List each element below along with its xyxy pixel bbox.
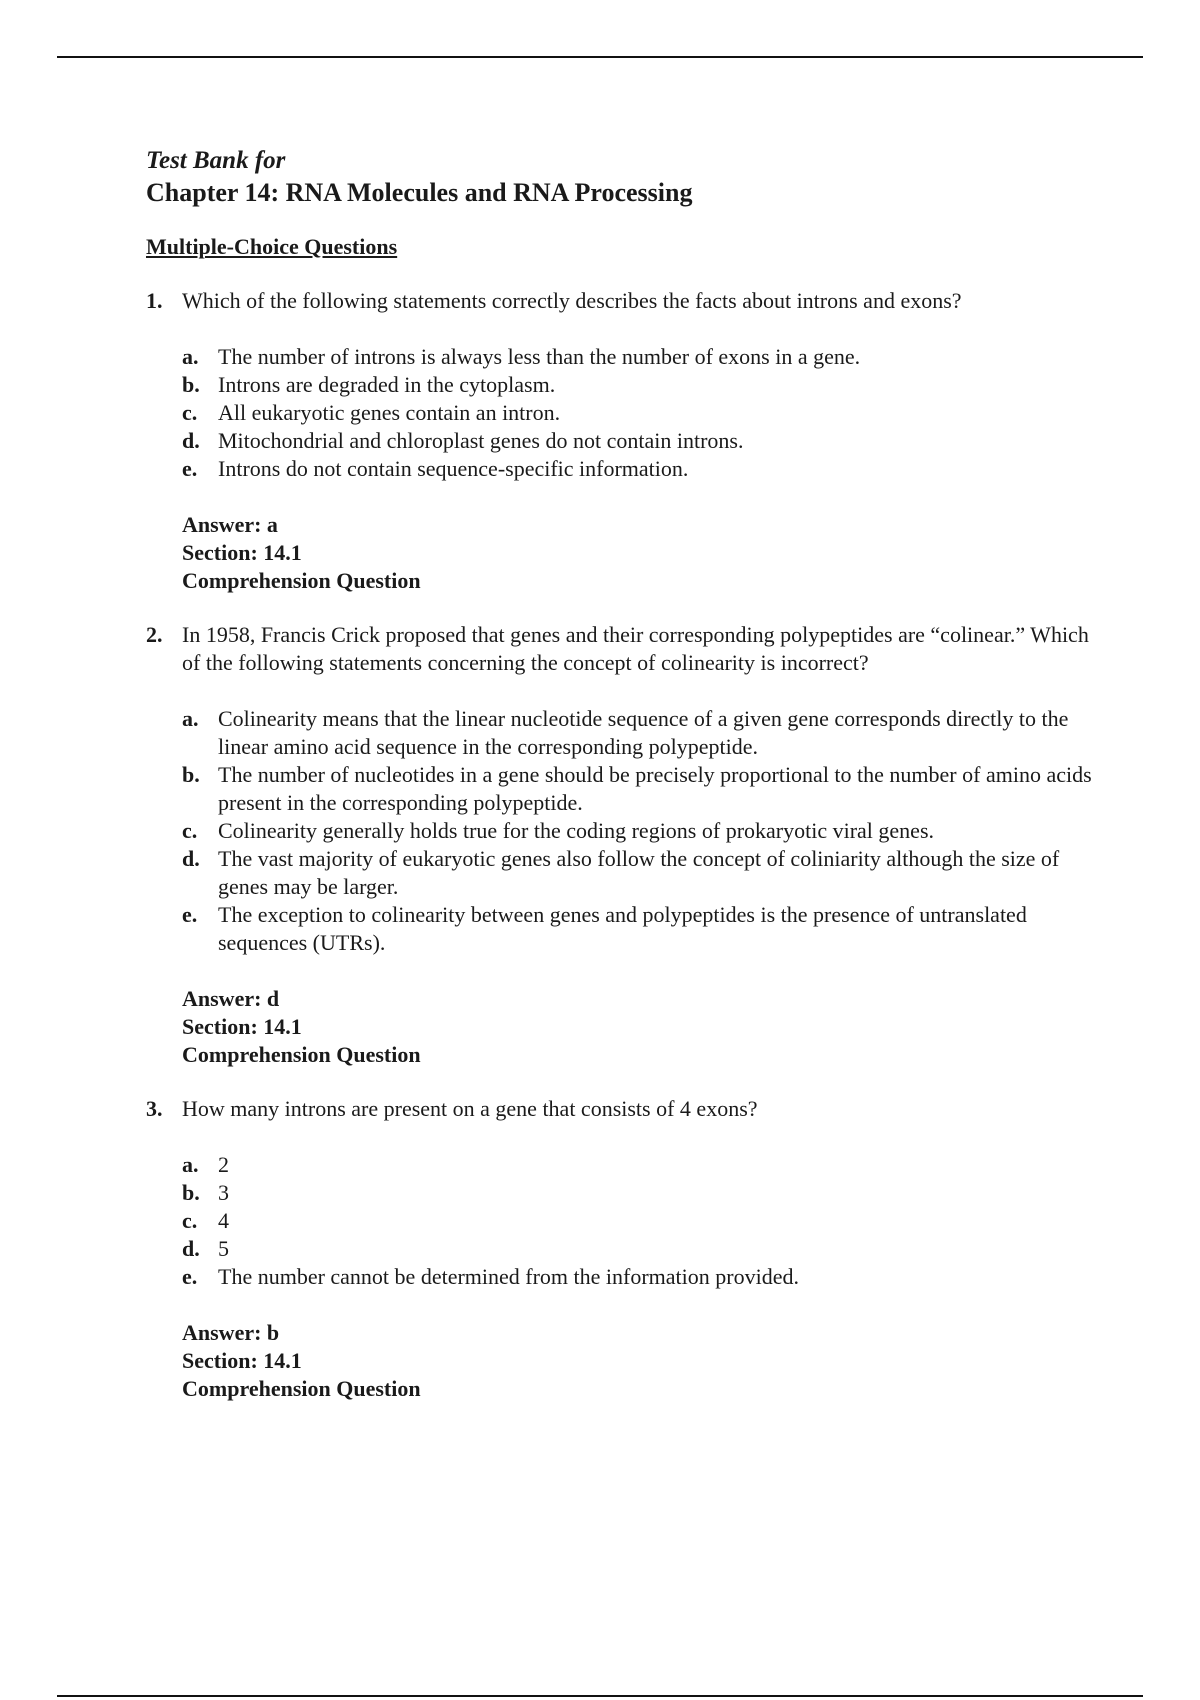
- option-a: [182, 705, 1106, 761]
- option-letter: e.: [182, 456, 198, 481]
- chapter-title: Chapter 14: RNA Molecules and RNA Processing: [146, 178, 693, 207]
- section-line: Section: 14.1: [182, 1014, 302, 1039]
- question-number: 1.: [146, 288, 163, 313]
- answer-line: Answer: b: [182, 1320, 280, 1345]
- option-e: [182, 455, 1106, 483]
- option-letter: e.: [182, 902, 198, 927]
- question-type-line: Comprehension Question: [182, 568, 421, 593]
- bottom-rule: [57, 1695, 1143, 1697]
- option-c: [182, 817, 1106, 845]
- option-e: [182, 901, 1106, 957]
- section-heading: Multiple-Choice Questions: [146, 234, 398, 259]
- question-3: [146, 1095, 1106, 1403]
- question-type-line: Comprehension Question: [182, 1376, 421, 1401]
- option-letter: e.: [182, 1264, 198, 1289]
- section-line: Section: 14.1: [182, 1348, 302, 1373]
- option-d: [182, 427, 1106, 455]
- section-line: Section: 14.1: [182, 540, 302, 565]
- answer-block: [182, 1319, 1106, 1403]
- option-letter: d.: [182, 428, 200, 453]
- option-letter: b.: [182, 372, 200, 397]
- option-text: The number cannot be determined from the information provided.: [218, 1264, 799, 1289]
- option-b: [182, 761, 1106, 817]
- question-type-line: Comprehension Question: [182, 1042, 421, 1067]
- option-a: [182, 343, 1106, 371]
- option-text: Mitochondrial and chloroplast genes do not contain introns.: [218, 428, 744, 453]
- option-text: Introns are degraded in the cytoplasm.: [218, 372, 556, 397]
- option-letter: d.: [182, 846, 200, 871]
- question-2: [146, 621, 1106, 1069]
- option-text: 4: [218, 1208, 229, 1233]
- option-letter: d.: [182, 1236, 200, 1261]
- answer-block: [182, 985, 1106, 1069]
- option-letter: c.: [182, 400, 198, 425]
- option-b: [182, 371, 1106, 399]
- option-list: [182, 1151, 1106, 1291]
- option-c: [182, 1207, 1106, 1235]
- option-text: Colinearity means that the linear nucleotide sequence of a given gene corresponds directly to the linear amino acid sequence in the corresponding polypeptide.: [218, 706, 1069, 759]
- answer-line: Answer: d: [182, 986, 280, 1011]
- option-text: The vast majority of eukaryotic genes also follow the concept of coliniarity although the size of genes may be larger.: [218, 846, 1060, 899]
- question-text: How many introns are present on a gene that consists of 4 exons?: [182, 1096, 758, 1121]
- option-d: [182, 845, 1106, 901]
- option-text: Introns do not contain sequence-specific information.: [218, 456, 689, 481]
- option-letter: b.: [182, 762, 200, 787]
- option-text: The number of introns is always less than the number of exons in a gene.: [218, 344, 861, 369]
- question-number: 2.: [146, 622, 163, 647]
- document-page: [146, 145, 1106, 1403]
- option-letter: a.: [182, 344, 199, 369]
- question-1: [146, 287, 1106, 595]
- option-text: 2: [218, 1152, 229, 1177]
- option-letter: b.: [182, 1180, 200, 1205]
- option-a: [182, 1151, 1106, 1179]
- option-text: Colinearity generally holds true for the coding regions of prokaryotic viral genes.: [218, 818, 935, 843]
- option-text: The exception to colinearity between genes and polypeptides is the presence of untranslated sequences (UTRs).: [218, 902, 1027, 955]
- question-text: Which of the following statements correctly describes the facts about introns and exons?: [182, 288, 962, 313]
- option-letter: c.: [182, 818, 198, 843]
- option-letter: c.: [182, 1208, 198, 1233]
- option-text: The number of nucleotides in a gene should be precisely proportional to the number of amino acids present in the corresponding polypeptide.: [218, 762, 1092, 815]
- question-number: 3.: [146, 1096, 163, 1121]
- answer-line: Answer: a: [182, 512, 278, 537]
- option-letter: a.: [182, 1152, 199, 1177]
- option-c: [182, 399, 1106, 427]
- document-subtitle: Test Bank for: [146, 147, 286, 174]
- option-d: [182, 1235, 1106, 1263]
- option-b: [182, 1179, 1106, 1207]
- option-e: [182, 1263, 1106, 1291]
- option-list: [182, 705, 1106, 957]
- option-list: [182, 343, 1106, 483]
- option-text: 5: [218, 1236, 229, 1261]
- top-rule: [57, 56, 1143, 58]
- option-letter: a.: [182, 706, 199, 731]
- answer-block: [182, 511, 1106, 595]
- option-text: All eukaryotic genes contain an intron.: [218, 400, 561, 425]
- question-text: In 1958, Francis Crick proposed that genes and their corresponding polypeptides are “colinear.” Which of the following statements concerning the concept of colinearity is incorrect?: [182, 622, 1089, 675]
- option-text: 3: [218, 1180, 229, 1205]
